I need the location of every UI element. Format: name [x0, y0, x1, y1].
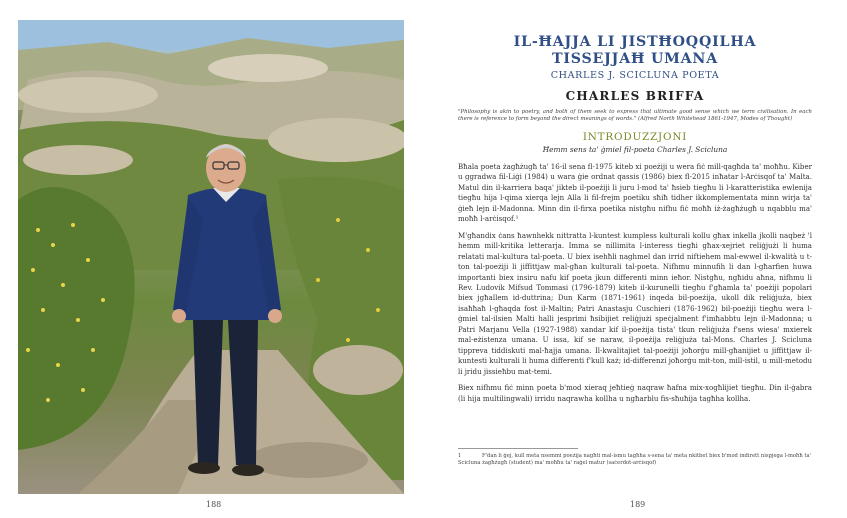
title-line-1: IL-ĦAJJA LI JISTĦOQQILHA: [513, 34, 757, 50]
portrait-photo: [18, 20, 404, 494]
body-paragraph-3: Biex nifhmu fiċ minn poeta b'mod xieraq jeħtieġ naqraw ħafna mix-xogħlijiet tiegħu. Din il-ġabra (li hija multilingwali) irridu naqrawha kollha u ngħarblu fis-sħuħija tagħha kollha.: [458, 383, 812, 403]
footnote-text: F'dan li ġej, kull meta nsemmi poeżija nagħti mal-ismu tagħha s-sena ta' meta nkitbet biex b'mod indirett nispjega l-moħħ ta' Scicluna żagħżugħ (student) ma' moħħu ta' raġel matur (saċerdot-arċisqof): [458, 453, 811, 466]
section-title: INTRODUZZJONI: [582, 131, 688, 143]
article-subtitle: CHARLES J. SCICLUNA POETA: [550, 70, 720, 81]
footnote: [458, 453, 812, 467]
footnote-number: 1: [458, 453, 462, 459]
footnote-divider: [458, 448, 578, 449]
article: [458, 34, 812, 404]
title-line-2: TISSEJJAĦ UMANA: [551, 51, 719, 67]
article-title: [458, 34, 812, 68]
epigraph: "Philosophy is akin to poetry, and both of them seek to express that ultimate good sense which we term civilisation. In each there is reference to form beyond the direct meanings of words." (Alfred North Whitehead 1861-1947, Modes of Thought): [458, 109, 812, 122]
body-paragraph-1: Bħala poeta żagħżugħ ta' 16-il sena fl-1975 kiteb xi poeżiji u wera fiċ mill-qagħda ta' moħħu. Kiber u ggradwa fil-Liġi (1984) u wara ġie ordnat qassis (1986) biex fl-2015 inħatar l-Arċisqof ta' Malta. Matul din il-karriera baqa' jikteb il-poeżiji li juru l-mod ta' ħsieb tiegħu li l-karatteristika ewlenija tiegħu hija l-qima xierqa lejn Alla li fil-frejm poetiku sħiħ tidher ikkomplementata minn wirja ta' ġieħ lejn il-Madonna. Minn din il-firxa poetika nistgħu nifhu fiċ moħħ iż-żagħżugħ u nqabblu ma' moħħ l-arċisqof.¹: [458, 162, 812, 224]
page-number-right: 189: [630, 500, 646, 509]
author-name: CHARLES BRIFFA: [565, 89, 705, 103]
section-subtitle: Ħemm sens ta' ġmiel fil-poeta Charles J. Scicluna: [542, 145, 728, 154]
page-number-left: 188: [206, 500, 222, 509]
photo-illustration: [18, 20, 404, 494]
body-paragraph-2: M'għandix ċans ħawnhekk nittratta l-kuntest kumpless kulturali kollu għax inkella jkolli naqbeż 'l hemm mill-kritika letterarja. Imma se nillimita l-interess tiegħi għax-xejriet reliġjużi li huma relatati mal-kultura tal-poeta. U biex isehħli naghmel dan irrid niftiehem mal-ewwel il-kwalità u t-ton tal-poeżiji li jiffittjaw mal-għan kulturali tal-poeta. Nifhmu minnufih li dan l-għarfien huwa importanti biex insiru nafu kif poeta jkun differenti minn ieħor. Nistgħu, ngħidu aħna, nifhmu li Rev. Ludovik Mifsud Tommasi (1796-1879) kiteb il-kurunelli tiegħu f'għamla ta' poeżiji popolari biex jgħallem id-duttrina; Dun Karm (1871-1961) inqeda bil-poeżija, ukoll dik reliġjuża, biex isaħħaħ l-għaqda fost il-Maltin; Patri Anastasju Cuschieri (1876-1962) bil-poeżiji tiegħu wera l-ġmiel tal-ilsien Malti halli jesprimi ħsibijiet reliġjużi speċjalment f'imħabbtu lejn il-Madonna; u Patri Marjanu Vella (1927-1988) xandar kif il-poeżija tista' tkun reliġjuża f'sens wiesa' mxierek mal-eżistenza umana. U issa, kif se naraw, il-poeżija reliġjuża tal-Mons. Charles J. Scicluna tippreva tiddiskuti mal-ħajja umana. Il-kwalitajiet tal-poeżiji joħorġu mill-għanijiet u jiffittjaw il-kuntesti kulturali li huma differenti f'kull każ; id-differenzi joħorġu mit-ton, mill-istil, u mill-metodu li jridu jissieħbu mat-temi.: [458, 230, 812, 376]
